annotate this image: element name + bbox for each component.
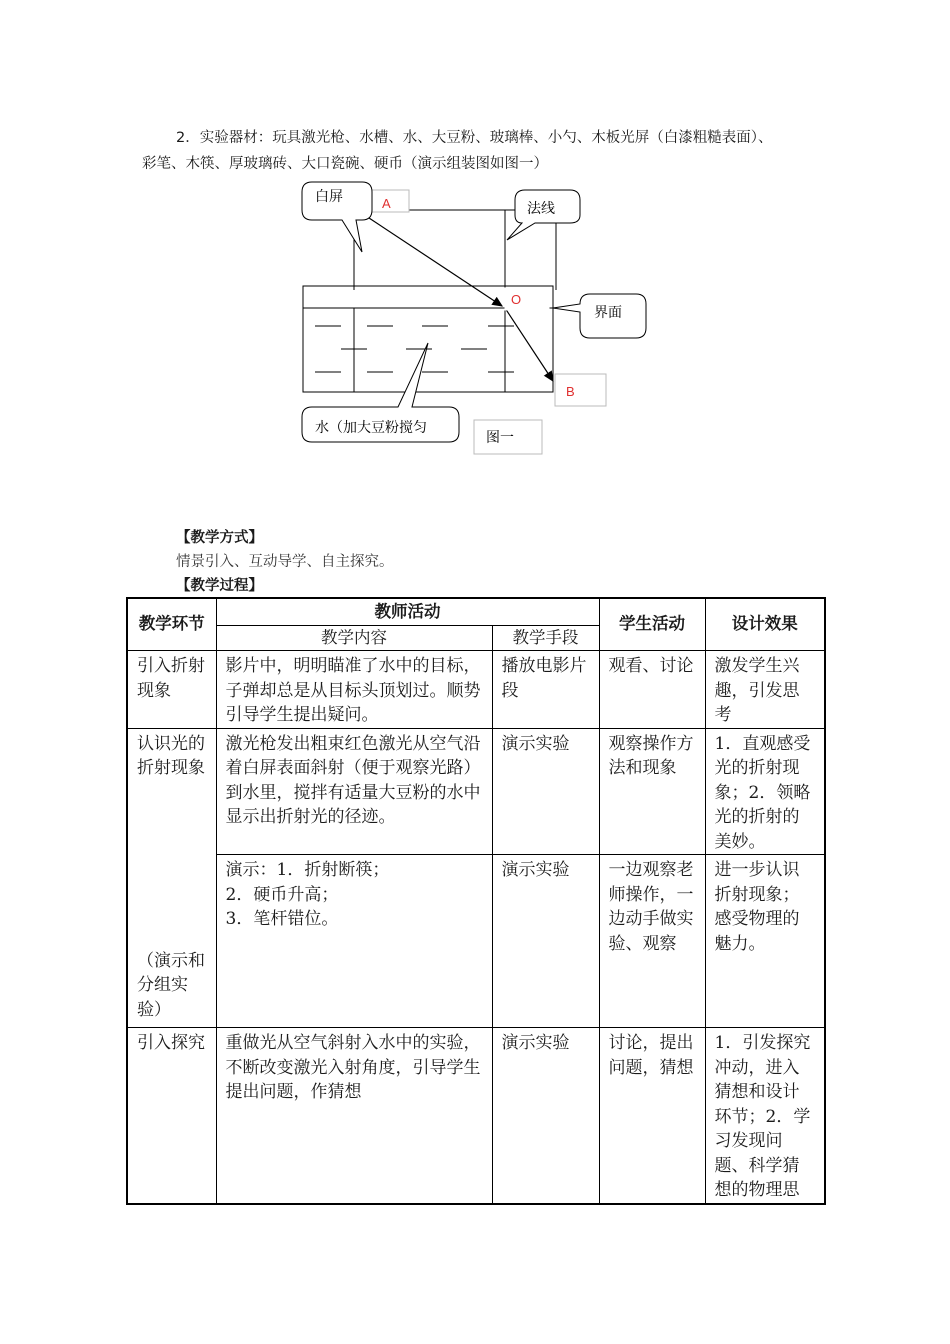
callout-interface [553, 294, 646, 338]
label-a-box [372, 190, 409, 212]
header-stage: 教学环节 [127, 598, 216, 651]
header-teacher-activity: 教师活动 [216, 598, 599, 625]
table-row [127, 651, 825, 729]
figure-caption-box [474, 420, 542, 454]
cell-stage: 引入探究 [127, 1028, 216, 1204]
cell-effect: 进一步认识折射现象；感受物理的魅力。 [705, 855, 825, 1028]
callout-interface-text: 界面 [594, 305, 622, 321]
cell-student: 一边观察老师操作，一边动手做实验、观察 [599, 855, 705, 1028]
callout-normal-text: 法线 [527, 201, 555, 217]
teaching-process-table [126, 597, 826, 1205]
cell-effect: 1．引发探究冲动，进入猜想和设计环节；2．学习发现问题、科学猜想的物理思 [705, 1028, 825, 1204]
materials-line-1: 2．实验器材：玩具激光枪、水槽、水、大豆粉、玻璃棒、小勺、木板光屏（白漆粗糙表面）、 [176, 130, 773, 146]
label-b-box [555, 374, 606, 406]
cell-effect: 1．直观感受光的折射现象；2．领略光的折射的美妙。 [705, 728, 825, 855]
cell-content: 演示：1．折射断筷； 2．硬币升高； 3．笔杆错位。 [216, 855, 492, 1028]
cell-content: 影片中，明明瞄准了水中的目标，子弹却总是从目标头顶划过。顺势引导学生提出疑问。 [216, 651, 492, 729]
cell-means: 演示实验 [492, 855, 599, 1028]
header-content: 教学内容 [216, 625, 492, 651]
callout-screen-text: 白屏 [315, 189, 343, 205]
cell-stage-note: （演示和分组实验） [137, 950, 205, 1020]
table-row [127, 728, 825, 855]
cell-means: 演示实验 [492, 1028, 599, 1204]
cell-content: 重做光从空气斜射入水中的实验，不断改变激光入射角度，引导学生提出问题，作猜想 [216, 1028, 492, 1204]
header-student-activity: 学生活动 [599, 598, 705, 651]
teaching-process-heading: 【教学过程】 [176, 578, 263, 594]
cell-content: 激光枪发出粗束红色激光从空气沿着白屏表面斜射（便于观察光路）到水里，搅拌有适量大豆粉的水中显示出折射光的径迹。 [216, 728, 492, 855]
cell-stage: 引入折射现象 [127, 651, 216, 729]
materials-line-2: 彩笔、木筷、厚玻璃砖、大口瓷碗、硬币（演示组装图如图一） [142, 156, 548, 172]
callout-screen [302, 182, 372, 252]
label-o-box [505, 288, 549, 310]
cell-student: 观察操作方法和现象 [599, 728, 705, 855]
teaching-method-text: 情景引入、互动导学、自主探究。 [176, 554, 394, 570]
incident-ray [366, 216, 502, 306]
label-o: O [511, 292, 522, 307]
header-effect: 设计效果 [705, 598, 825, 651]
cell-stage-title: 认识光的折射现象 [137, 733, 205, 778]
cell-means: 演示实验 [492, 728, 599, 855]
teaching-method-heading: 【教学方式】 [176, 530, 263, 546]
cell-stage [127, 728, 216, 1028]
callout-water-text: 水（加大豆粉搅匀 [315, 420, 427, 436]
apparatus-diagram [0, 0, 950, 470]
water-dashes [315, 326, 514, 372]
table-header-row [127, 598, 825, 625]
cell-student: 观看、讨论 [599, 651, 705, 729]
refracted-ray [505, 308, 553, 381]
table-row [127, 1028, 825, 1204]
header-means: 教学手段 [492, 625, 599, 651]
cell-means: 播放电影片段 [492, 651, 599, 729]
cell-student: 讨论，提出问题，猜想 [599, 1028, 705, 1204]
label-a: A [382, 196, 391, 211]
table-row [127, 855, 825, 1028]
figure-caption: 图一 [486, 430, 514, 446]
label-b: B [566, 384, 575, 399]
cell-effect: 激发学生兴趣，引发思考 [705, 651, 825, 729]
callout-normal [507, 190, 580, 240]
